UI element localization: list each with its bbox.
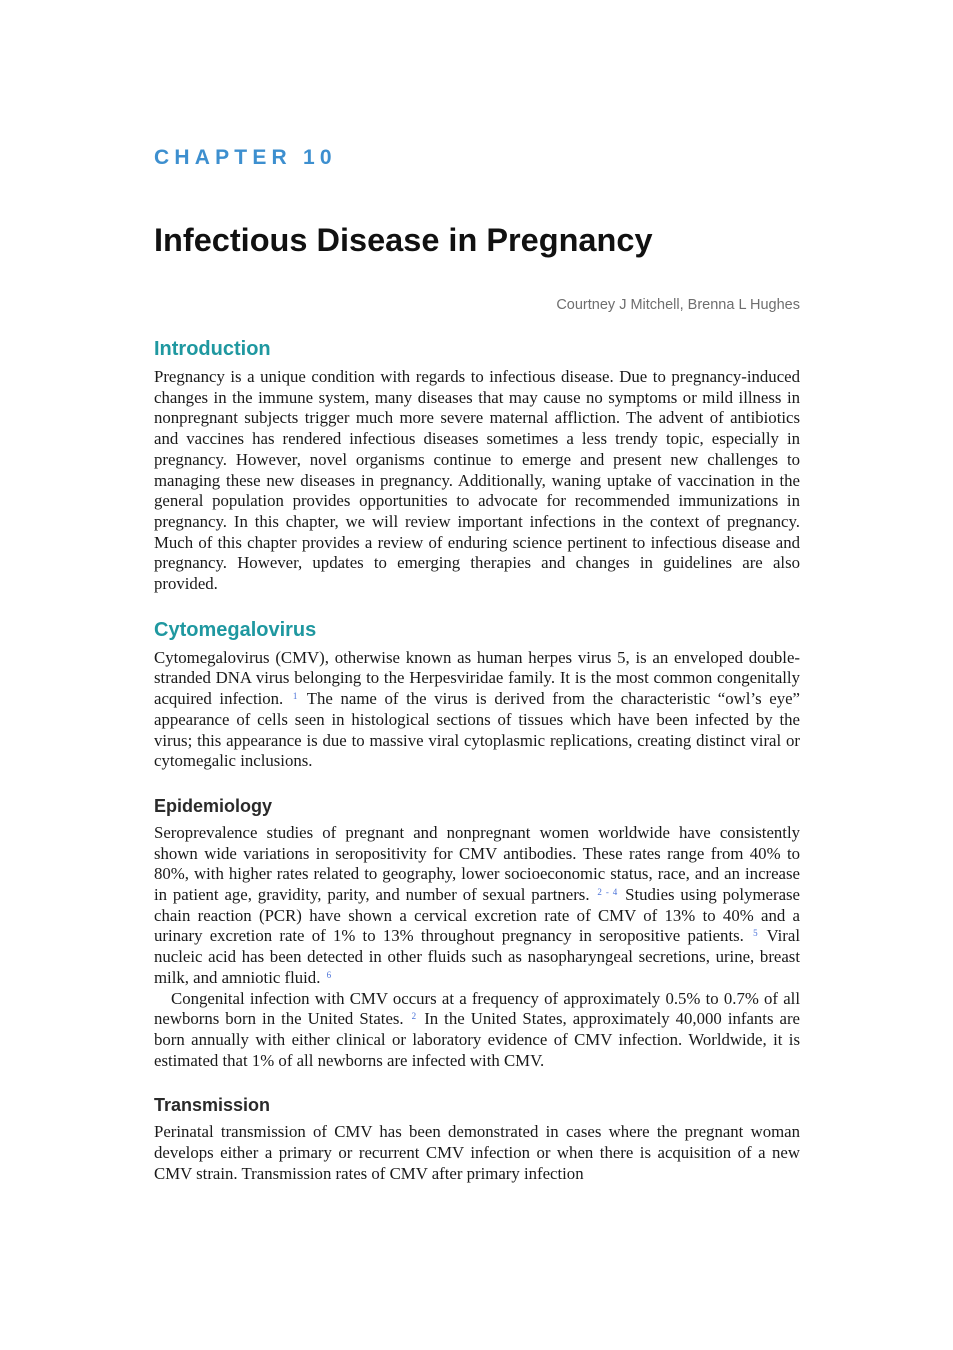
reference-link-2[interactable]: 2 — [411, 1011, 417, 1022]
chapter-title: Infectious Disease in Pregnancy — [154, 222, 653, 258]
subsection-heading-epidemiology: Epidemiology — [154, 795, 273, 816]
cmv-text-1: Cytomegalovirus (CMV), otherwise known as human herpes virus 5, is an enveloped double-stranded DNA virus belonging to the Herpesviridae family. It is the most common congenitally acquired infection. — [154, 647, 800, 709]
cytomegalovirus-paragraph — [154, 648, 800, 772]
reference-link-5[interactable]: 5 — [753, 928, 758, 939]
chapter-content — [154, 337, 800, 1185]
chapter-label: CHAPTER 10 — [154, 146, 337, 169]
reference-link-2-4[interactable]: 2 - 4 — [597, 887, 618, 898]
section-heading-cytomegalovirus: Cytomegalovirus — [154, 618, 317, 641]
epi-text-4: Congenital infection with CMV occurs at a frequency of approximately 0.5% to 0.7% of all newborns born in the United States. — [154, 988, 800, 1029]
chapter-authors: Courtney J Mitchell, Brenna L Hughes — [556, 297, 800, 313]
subsection-heading-transmission: Transmission — [154, 1095, 271, 1116]
transmission-paragraph: Perinatal transmission of CMV has been demonstrated in cases where the pregnant woman develops either a primary or recurrent CMV infection or when there is acquisition of a new CMV strain. Transmission rates of CMV after primary infection — [154, 1122, 800, 1183]
reference-link-1[interactable]: 1 — [292, 691, 298, 702]
section-heading-introduction: Introduction — [154, 338, 271, 360]
epi-text-5: In the United States, approximately 40,000 infants are born annually with either clinical or laboratory evidence of CMV infection. Worldwide, it is estimated that 1% of all newborns are infected with CMV. — [154, 1009, 800, 1070]
cmv-text-2: The name of the virus is derived from the characteristic “owl’s eye” appearance of cells seen in histological sections of tissues which have been infected by the virus; this appearance is due to massive viral cytoplasmic replications, creating distinct viral or cytomegalic inclusions. — [154, 689, 800, 771]
epi-text-2: Studies using polymerase chain reaction (PCR) have shown a cervical excretion rate of CMV of 13% to 40% and a urinary excretion rate of 1% to 13% throughout pregnancy in seropositive patients. — [154, 885, 800, 946]
epi-text-3: Viral nucleic acid has been detected in other fluids such as nasopharyngeal secretions, urine, breast milk, and amniotic fluid. — [154, 926, 800, 987]
introduction-paragraph: Pregnancy is a unique condition with regards to infectious disease. Due to pregnancy-induced changes in the immune system, many diseases that may cause no symptoms or mild illness in nonpregnant subjects trigger much more severe maternal affliction. The advent of antibiotics and vaccines has rendered infectious diseases sometimes a less trendy topic, especially in pregnancy. However, novel organisms continue to emerge and present new challenges to managing these new diseases in pregnancy. Additionally, waning uptake of vaccination in the general population provides opportunities to advocate for recommended immunizations in pregnancy. In this chapter, we will review important infections in the context of pregnancy. Much of this chapter provides a review of enduring science pertinent to infectious disease and pregnancy. However, updates to emerging therapies and changes in guidelines are also provided. — [154, 367, 800, 594]
epi-text-1: Seroprevalence studies of pregnant and nonpregnant women worldwide have consistently shown wide variations in seropositivity for CMV antibodies. These rates range from 40% to 80%, with higher rates related to geography, lower socioeconomic status, race, and an increase in patient age, gravidity, parity, and number of sexual partners. — [154, 822, 800, 905]
epidemiology-paragraph-1 — [154, 823, 800, 989]
reference-link-6[interactable]: 6 — [326, 969, 332, 980]
epidemiology-paragraph-2 — [154, 989, 800, 1072]
